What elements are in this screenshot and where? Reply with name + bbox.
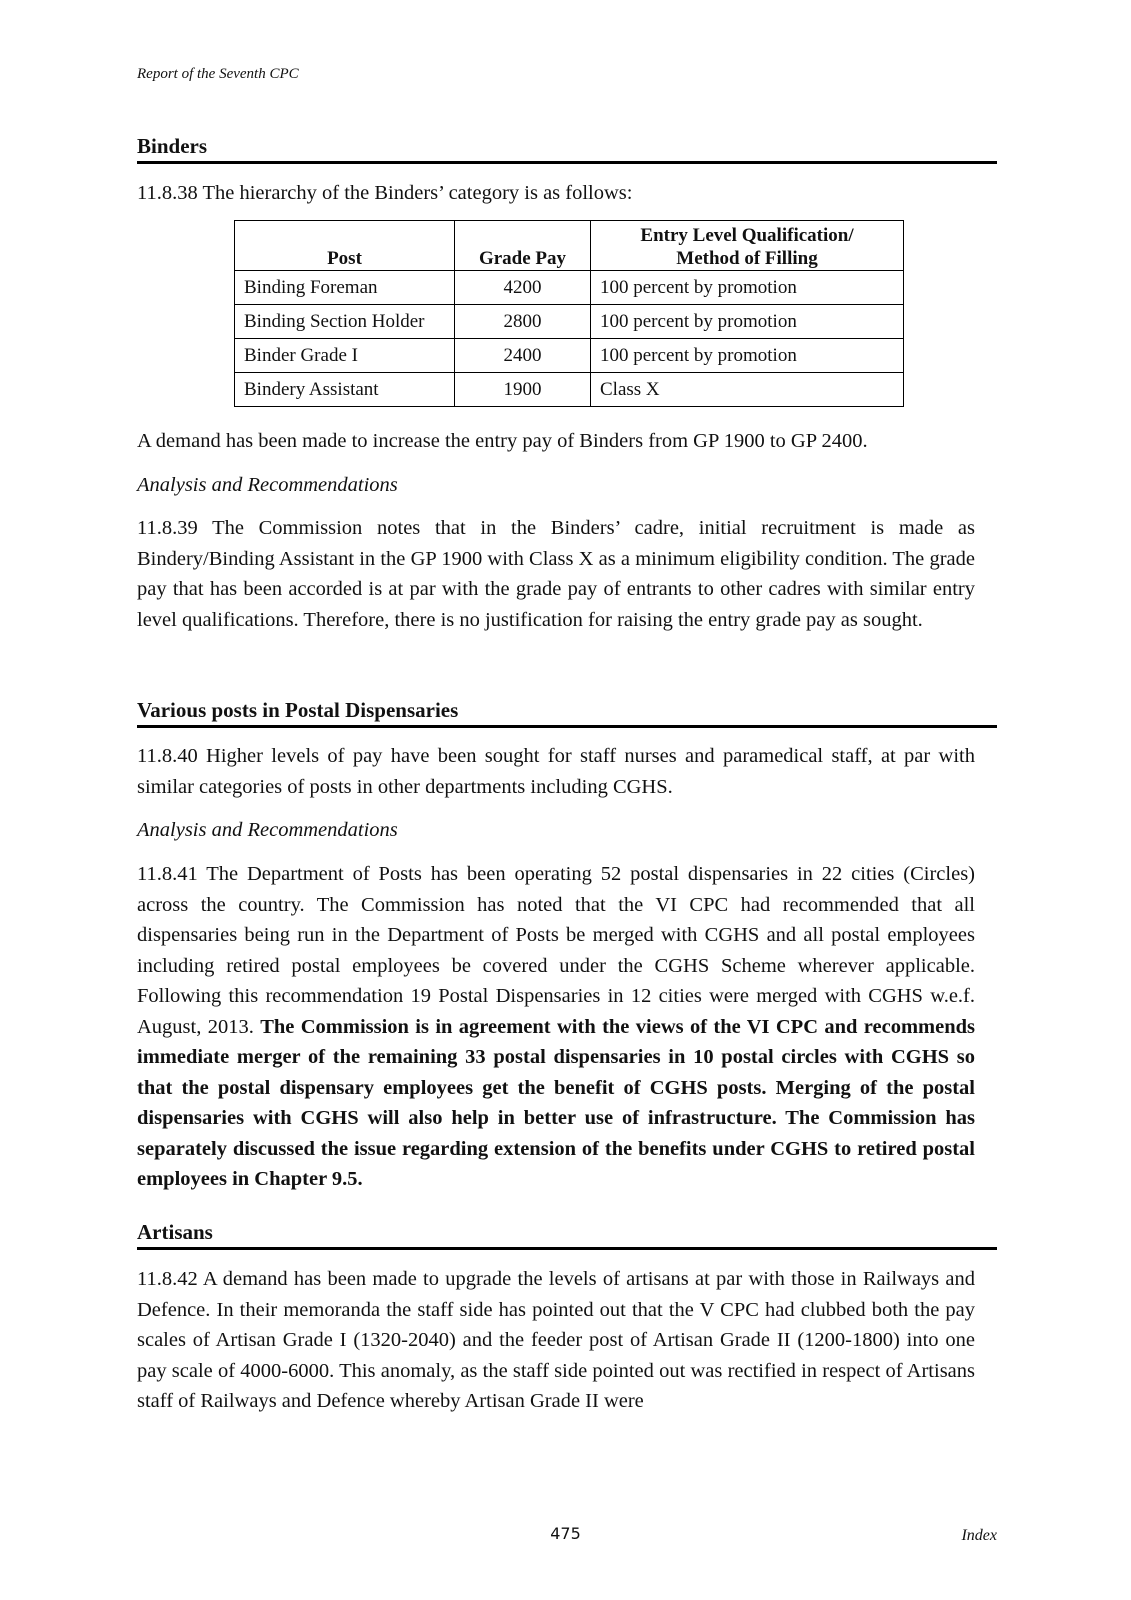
para-11-8-41-recommendation: The Commission is in agreement with the views of the VI CPC and recommends immediate merger of the remaining 33 postal dispensaries in 10 postal circles with CGHS so that the postal dispensary employees get the benefit of CGHS posts. Merging of the postal dispensaries with CGHS will also help in better use of infrastructure. The Commission has separately discussed the issue regarding extension of the benefits under CGHS to retired postal employees in Chapter 9.5. bbox=[137, 1015, 975, 1190]
header-method-line2: Method of Filling bbox=[676, 248, 818, 269]
cell-method: 100 percent by promotion bbox=[591, 339, 904, 373]
header-post: Post bbox=[235, 221, 455, 271]
para-11-8-41-plain: 11.8.41 The Department of Posts has been operating 52 postal dispensaries in 22 cities (Circles) across the country. The Commission has noted that the VI CPC had recommended that all dispensaries being run in the Department of Posts be merged with CGHS and all postal employees including retired postal employees be covered under the CGHS Scheme wherever applicable. Following this recommendation 19 Postal Dispensaries in 12 cities were merged with CGHS w.e.f. August, 2013. bbox=[137, 863, 975, 1038]
table-header-row bbox=[235, 221, 904, 271]
para-11-8-38: 11.8.38 The hierarchy of the Binders’ category is as follows: bbox=[137, 182, 633, 204]
cell-post: Binder Grade I bbox=[235, 339, 455, 373]
section-heading-artisans: Artisans bbox=[137, 1220, 997, 1250]
header-grade-pay: Grade Pay bbox=[455, 221, 591, 271]
section-heading-binders: Binders bbox=[137, 134, 997, 164]
cell-method: 100 percent by promotion bbox=[591, 271, 904, 305]
cell-post: Binding Section Holder bbox=[235, 305, 455, 339]
cell-grade-pay: 2400 bbox=[455, 339, 591, 373]
table-row bbox=[235, 339, 904, 373]
page-number: 475 bbox=[550, 1524, 581, 1543]
analysis-heading-binders: Analysis and Recommendations bbox=[137, 474, 398, 496]
para-11-8-39: 11.8.39 The Commission notes that in the Binders’ cadre, initial recruitment is made as Bindery/Binding Assistant in the GP 1900 with Class X as a minimum eligibility condition. The grade pay that has been accorded is at par with the grade pay of entrants to other cadres with similar entry level qualifications. Therefore, there is no justification for raising the entry grade pay as sought. bbox=[137, 517, 975, 631]
para-11-8-40: 11.8.40 Higher levels of pay have been sought for staff nurses and paramedical staff, at par with similar categories of posts in other departments including CGHS. bbox=[137, 745, 975, 798]
cell-method: Class X bbox=[591, 373, 904, 407]
cell-grade-pay: 2800 bbox=[455, 305, 591, 339]
hierarchy-table-wrap bbox=[137, 220, 997, 407]
analysis-heading-postal: Analysis and Recommendations bbox=[137, 819, 398, 841]
cell-grade-pay: 4200 bbox=[455, 271, 591, 305]
running-header: Report of the Seventh CPC bbox=[137, 66, 299, 82]
cell-grade-pay: 1900 bbox=[455, 373, 591, 407]
table-row bbox=[235, 271, 904, 305]
header-method bbox=[591, 221, 904, 271]
cell-post: Bindery Assistant bbox=[235, 373, 455, 407]
table-row bbox=[235, 373, 904, 407]
para-11-8-41 bbox=[137, 859, 975, 1195]
cell-method: 100 percent by promotion bbox=[591, 305, 904, 339]
binders-demand: A demand has been made to increase the entry pay of Binders from GP 1900 to GP 2400. bbox=[137, 430, 868, 452]
binders-hierarchy-table bbox=[234, 220, 904, 407]
cell-post: Binding Foreman bbox=[235, 271, 455, 305]
header-method-line1: Entry Level Qualification/ bbox=[640, 225, 854, 246]
index-link[interactable]: Index bbox=[961, 1527, 997, 1544]
table-row bbox=[235, 305, 904, 339]
section-heading-postal-dispensaries: Various posts in Postal Dispensaries bbox=[137, 698, 997, 728]
para-11-8-42: 11.8.42 A demand has been made to upgrade the levels of artisans at par with those in Railways and Defence. In their memoranda the staff side has pointed out that the V CPC had clubbed both the pay scales of Artisan Grade I (1320-2040) and the feeder post of Artisan Grade II (1200-1800) into one pay scale of 4000-6000. This anomaly, as the staff side pointed out was rectified in respect of Artisans staff of Railways and Defence whereby Artisan Grade II were bbox=[137, 1268, 975, 1412]
